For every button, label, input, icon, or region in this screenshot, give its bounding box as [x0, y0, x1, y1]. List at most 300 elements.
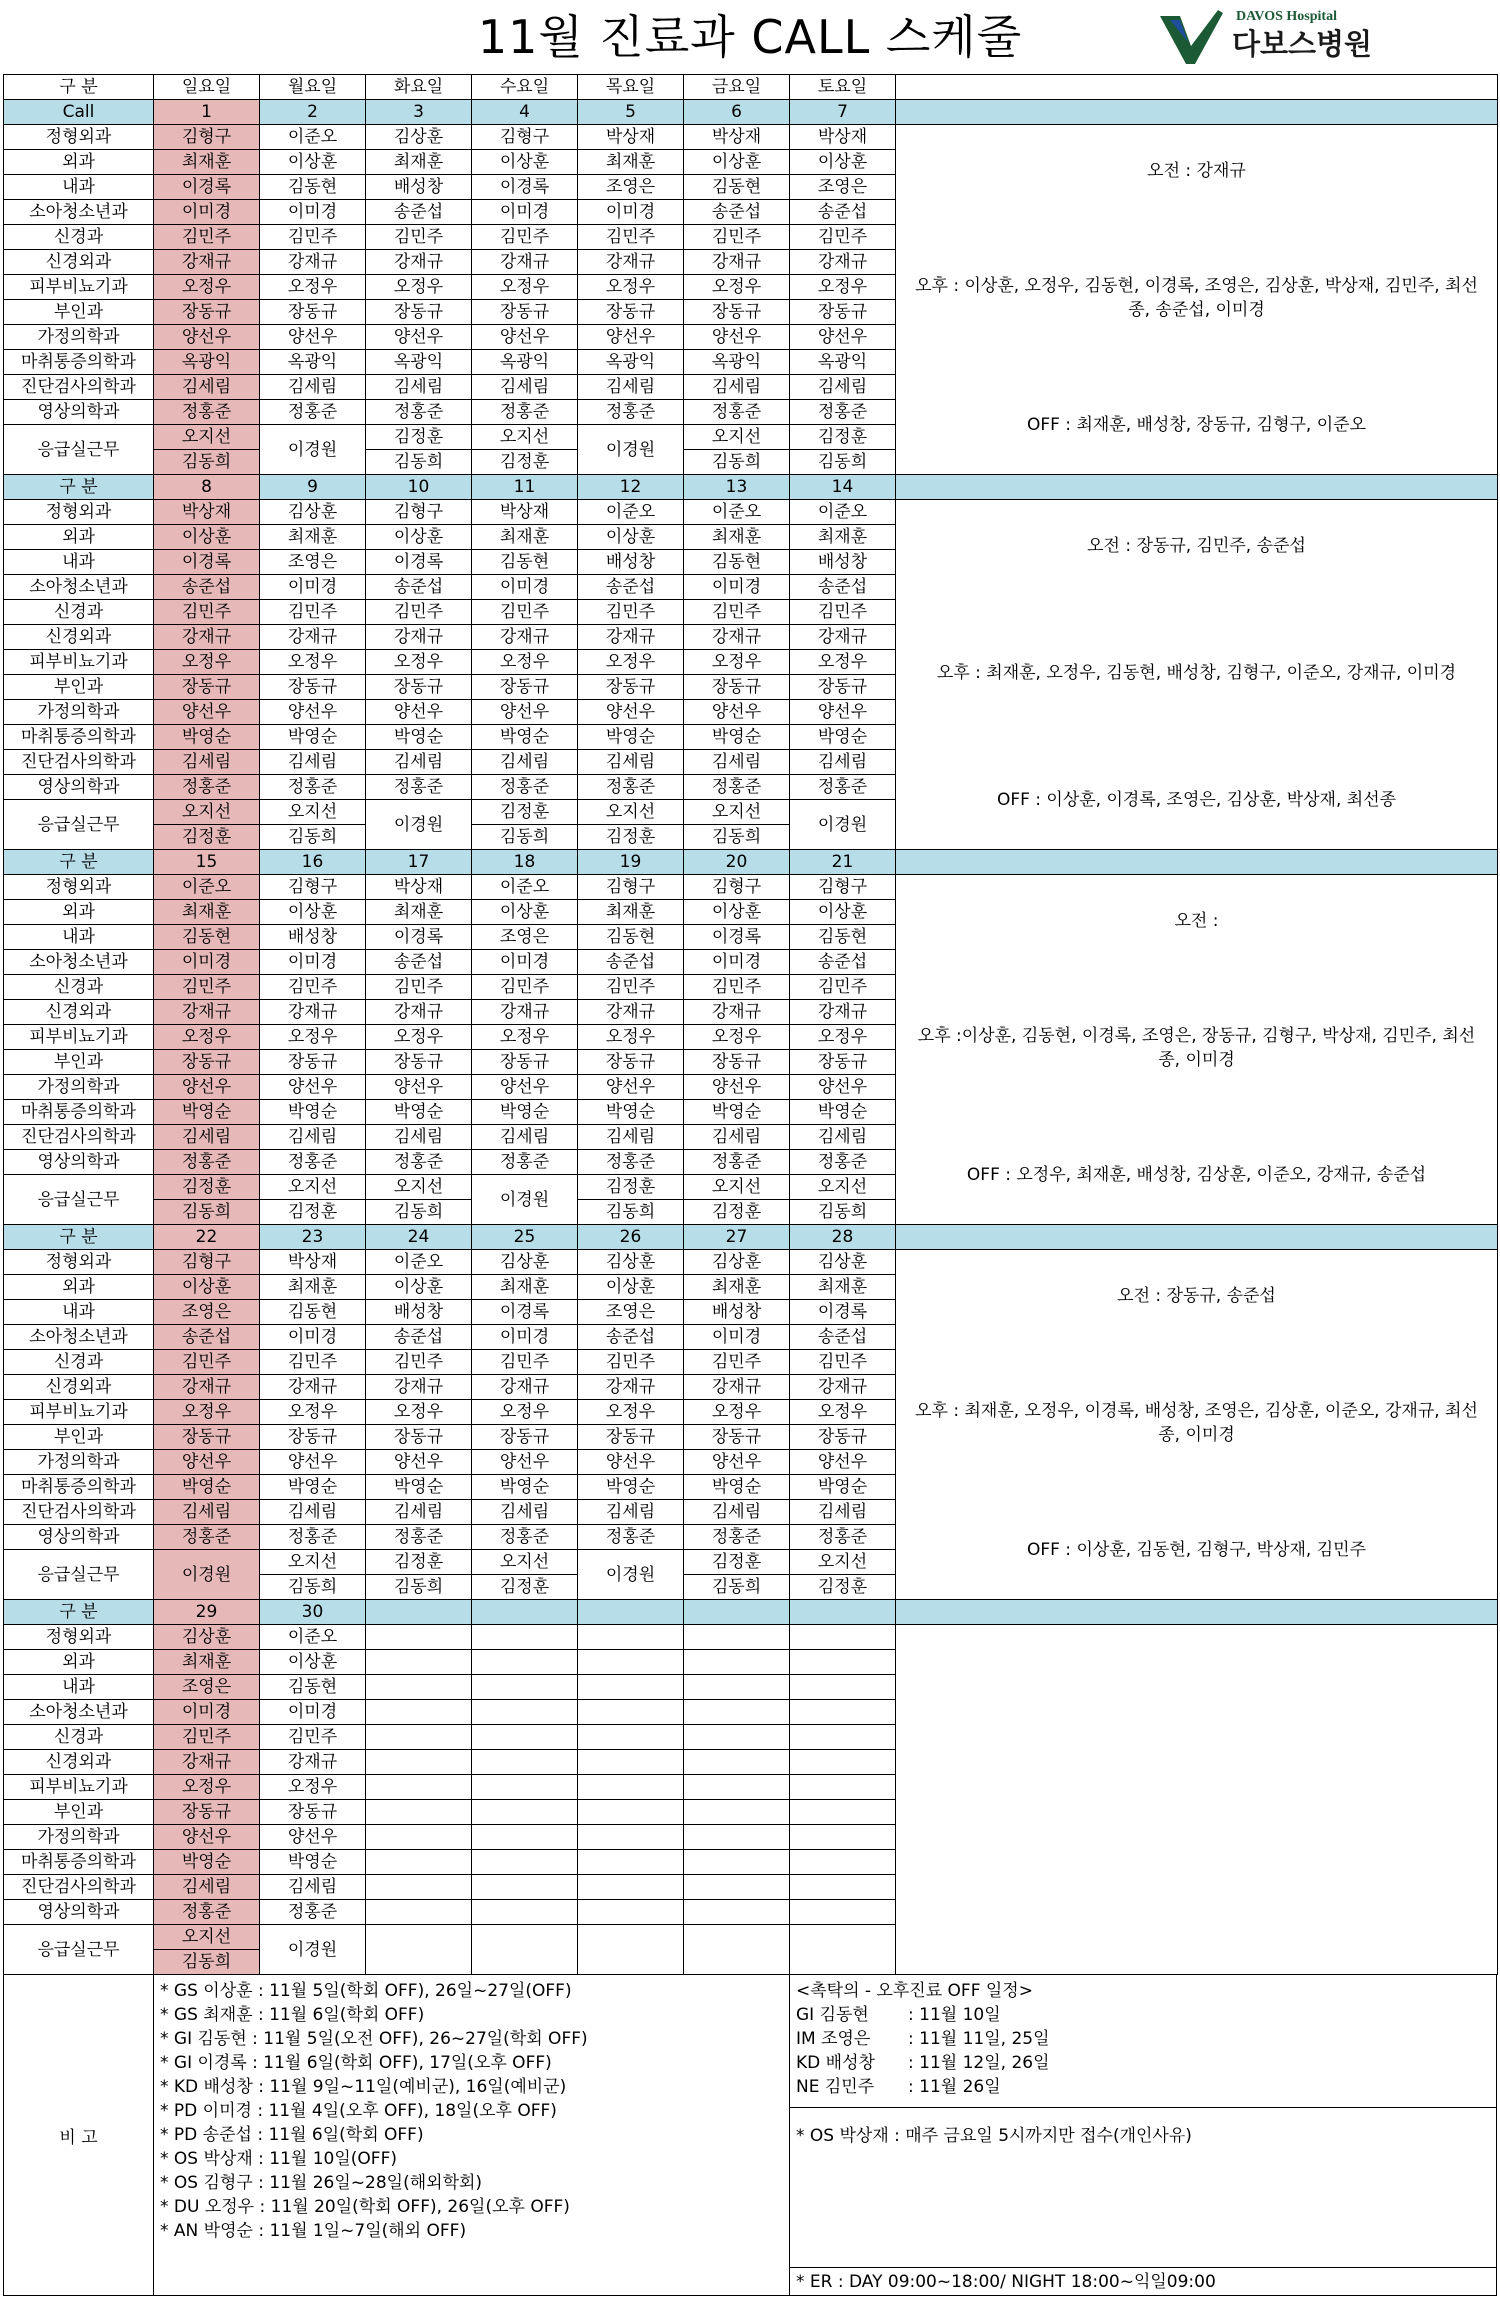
remarks-section [3, 1974, 1497, 2296]
schedule-cell: 정홍준 [578, 1525, 684, 1550]
schedule-cell [366, 1750, 472, 1775]
er-hours-note: * ER : DAY 09:00~18:00/ NIGHT 18:00~익일09:00 [790, 2267, 1496, 2295]
schedule-cell: 김형구 [472, 125, 578, 150]
schedule-cell [790, 1800, 896, 1825]
schedule-cell: 조영은 [790, 175, 896, 200]
schedule-cell: 박상재 [260, 1250, 366, 1275]
schedule-cell: 양선우 [790, 1450, 896, 1475]
schedule-cell: 장동규 [790, 1050, 896, 1075]
schedule-cell [790, 1625, 896, 1650]
schedule-cell [366, 1675, 472, 1700]
schedule-cell: 이상훈 [684, 900, 790, 925]
schedule-cell [578, 1850, 684, 1875]
date-cell: 27 [684, 1225, 790, 1250]
schedule-cell [472, 1875, 578, 1900]
date-cell: 20 [684, 850, 790, 875]
er-duty-cell: 김동희 [472, 825, 578, 850]
schedule-cell: 김민주 [154, 225, 260, 250]
schedule-cell: 송준섭 [366, 950, 472, 975]
department-label: 소아청소년과 [4, 1700, 154, 1725]
week-date-row [4, 475, 1498, 500]
schedule-cell: 양선우 [154, 1075, 260, 1100]
schedule-cell: 강재규 [154, 1375, 260, 1400]
schedule-cell [366, 1775, 472, 1800]
schedule-cell: 김민주 [154, 975, 260, 1000]
schedule-cell [684, 1900, 790, 1925]
schedule-cell: 정홍준 [578, 400, 684, 425]
schedule-cell: 장동규 [154, 1800, 260, 1825]
schedule-cell: 강재규 [684, 625, 790, 650]
schedule-cell: 송준섭 [154, 575, 260, 600]
department-label: 신경외과 [4, 1375, 154, 1400]
department-label: 소아청소년과 [4, 1325, 154, 1350]
schedule-cell: 오정우 [260, 1775, 366, 1800]
schedule-cell: 정홍준 [684, 400, 790, 425]
schedule-cell [790, 1900, 896, 1925]
schedule-cell [366, 1650, 472, 1675]
schedule-cell: 양선우 [684, 700, 790, 725]
schedule-cell: 이경록 [790, 1300, 896, 1325]
department-label: 소아청소년과 [4, 575, 154, 600]
schedule-cell [790, 1675, 896, 1700]
er-duty-cell: 오지선 [154, 1925, 260, 1950]
schedule-cell: 이준오 [260, 125, 366, 150]
schedule-cell: 김세림 [366, 1500, 472, 1525]
er-duty-cell: 오지선 [260, 1175, 366, 1200]
schedule-cell: 옥광익 [260, 350, 366, 375]
remarks-right-panel [790, 1975, 1496, 2295]
er-duty-cell: 김동희 [790, 1200, 896, 1225]
notes-off: OFF : 이상훈, 김동현, 김형구, 박상재, 김민주 [1026, 1540, 1367, 1560]
schedule-sheet [3, 74, 1497, 2296]
day-header: 월요일 [260, 75, 366, 100]
notes-am: 오전 : 장동규, 송준섭 [1117, 1286, 1276, 1306]
schedule-cell: 강재규 [684, 250, 790, 275]
department-label: 정형외과 [4, 500, 154, 525]
schedule-cell: 이미경 [684, 1325, 790, 1350]
schedule-cell: 최재훈 [366, 900, 472, 925]
er-duty-cell: 김정훈 [154, 1175, 260, 1200]
schedule-cell [366, 1850, 472, 1875]
date-cell: 14 [790, 475, 896, 500]
date-cell: 25 [472, 1225, 578, 1250]
schedule-cell: 박상재 [366, 875, 472, 900]
schedule-body [4, 75, 1498, 1975]
schedule-cell: 박상재 [684, 125, 790, 150]
schedule-cell [366, 1800, 472, 1825]
schedule-cell: 박영순 [472, 1100, 578, 1125]
schedule-cell: 강재규 [260, 1375, 366, 1400]
schedule-cell: 오정우 [472, 275, 578, 300]
er-duty-cell: 이경원 [366, 800, 472, 850]
schedule-cell: 김민주 [260, 600, 366, 625]
schedule-cell: 최재훈 [790, 525, 896, 550]
department-label: 내과 [4, 925, 154, 950]
schedule-cell: 장동규 [578, 1050, 684, 1075]
schedule-cell: 김형구 [578, 875, 684, 900]
department-label: 영상의학과 [4, 1525, 154, 1550]
schedule-cell: 송준섭 [366, 200, 472, 225]
schedule-cell [578, 1875, 684, 1900]
remark-line: * AN 박영순 : 11월 1일~7일(해외 OFF) [160, 2221, 467, 2241]
schedule-cell: 강재규 [154, 250, 260, 275]
schedule-cell: 이경록 [472, 1300, 578, 1325]
schedule-cell: 김세림 [790, 375, 896, 400]
schedule-cell: 김민주 [684, 600, 790, 625]
schedule-cell: 이상훈 [472, 150, 578, 175]
schedule-cell: 오정우 [366, 275, 472, 300]
department-label: 정형외과 [4, 1250, 154, 1275]
schedule-cell: 장동규 [260, 1050, 366, 1075]
department-label: 가정의학과 [4, 1075, 154, 1100]
schedule-cell: 강재규 [366, 1375, 472, 1400]
schedule-cell: 오정우 [790, 1400, 896, 1425]
schedule-cell: 양선우 [366, 1450, 472, 1475]
department-row [4, 1250, 1498, 1275]
schedule-cell: 박영순 [790, 1475, 896, 1500]
schedule-cell: 김세림 [790, 750, 896, 775]
schedule-cell: 장동규 [684, 675, 790, 700]
schedule-cell: 양선우 [472, 325, 578, 350]
er-label: 응급실근무 [4, 800, 154, 850]
schedule-cell: 배성창 [366, 1300, 472, 1325]
schedule-cell: 송준섭 [790, 1325, 896, 1350]
schedule-cell: 이경록 [684, 925, 790, 950]
schedule-cell: 이상훈 [578, 525, 684, 550]
er-duty-cell: 이경원 [472, 1175, 578, 1225]
schedule-cell: 박영순 [790, 725, 896, 750]
schedule-cell: 김민주 [154, 600, 260, 625]
department-label: 내과 [4, 175, 154, 200]
weekly-notes-cell [896, 125, 1498, 475]
schedule-cell: 강재규 [472, 1000, 578, 1025]
schedule-cell: 오정우 [154, 275, 260, 300]
schedule-cell: 정홍준 [260, 1900, 366, 1925]
schedule-cell: 송준섭 [366, 575, 472, 600]
er-duty-cell: 오지선 [260, 1550, 366, 1575]
schedule-cell: 이상훈 [260, 1650, 366, 1675]
er-duty-cell: 김동희 [684, 825, 790, 850]
schedule-cell [790, 1850, 896, 1875]
schedule-cell: 최재훈 [154, 1650, 260, 1675]
department-row [4, 125, 1498, 150]
remark-line: * GS 이상훈 : 11월 5일(학회 OFF), 26일~27일(OFF) [160, 1981, 572, 2001]
contract-doctor-item [796, 2003, 1490, 2027]
schedule-cell: 김민주 [790, 1350, 896, 1375]
schedule-cell: 박영순 [260, 725, 366, 750]
schedule-cell: 박영순 [472, 725, 578, 750]
remarks-leave-list [154, 1975, 790, 2295]
department-label: 마취통증의학과 [4, 725, 154, 750]
schedule-cell: 오정우 [578, 1400, 684, 1425]
er-duty-cell: 김정훈 [578, 1175, 684, 1200]
er-duty-cell: 오지선 [684, 800, 790, 825]
er-duty-cell: 이경원 [260, 425, 366, 475]
schedule-cell: 양선우 [366, 325, 472, 350]
schedule-cell: 옥광익 [366, 350, 472, 375]
date-cell: 18 [472, 850, 578, 875]
schedule-cell: 김세림 [260, 375, 366, 400]
schedule-cell: 이미경 [260, 1325, 366, 1350]
department-label: 부인과 [4, 300, 154, 325]
schedule-cell: 김동현 [260, 175, 366, 200]
schedule-cell: 최재훈 [472, 1275, 578, 1300]
schedule-cell: 최재훈 [790, 1275, 896, 1300]
schedule-cell: 박영순 [260, 1850, 366, 1875]
schedule-cell: 김동현 [154, 925, 260, 950]
department-label: 정형외과 [4, 875, 154, 900]
schedule-cell: 장동규 [260, 675, 366, 700]
schedule-cell: 김세림 [472, 1500, 578, 1525]
date-cell: 3 [366, 100, 472, 125]
schedule-cell: 정홍준 [790, 1525, 896, 1550]
schedule-cell: 오정우 [154, 1400, 260, 1425]
schedule-cell: 김민주 [154, 1725, 260, 1750]
schedule-cell: 박영순 [366, 725, 472, 750]
schedule-cell: 김세림 [684, 375, 790, 400]
department-label: 부인과 [4, 675, 154, 700]
department-label: 영상의학과 [4, 775, 154, 800]
schedule-cell [790, 1775, 896, 1800]
schedule-cell: 정홍준 [684, 1525, 790, 1550]
er-duty-cell: 김동희 [154, 450, 260, 475]
week-label: Call [4, 100, 154, 125]
day-header: 금요일 [684, 75, 790, 100]
check-mark-logo-icon [1158, 10, 1224, 66]
department-label: 가정의학과 [4, 1825, 154, 1850]
er-duty-cell: 이경원 [790, 800, 896, 850]
schedule-cell: 김형구 [260, 875, 366, 900]
schedule-cell: 김민주 [684, 1350, 790, 1375]
er-duty-cell: 김동희 [684, 450, 790, 475]
schedule-cell: 오정우 [790, 650, 896, 675]
schedule-cell: 이준오 [578, 500, 684, 525]
notes-header-cell [896, 1225, 1498, 1250]
header-label-cell: 구 분 [4, 75, 154, 100]
schedule-cell [366, 1900, 472, 1925]
date-cell: 19 [578, 850, 684, 875]
schedule-cell [578, 1800, 684, 1825]
schedule-cell: 박영순 [684, 1475, 790, 1500]
date-cell: 4 [472, 100, 578, 125]
schedule-cell: 장동규 [154, 675, 260, 700]
notes-am: 오전 : 장동규, 김민주, 송준섭 [1087, 536, 1306, 556]
schedule-cell: 정홍준 [366, 1150, 472, 1175]
schedule-cell: 김세림 [154, 1125, 260, 1150]
schedule-cell: 이미경 [472, 1325, 578, 1350]
schedule-cell: 배성창 [684, 1300, 790, 1325]
schedule-cell: 박영순 [154, 1850, 260, 1875]
schedule-cell: 배성창 [260, 925, 366, 950]
schedule-cell [790, 1700, 896, 1725]
schedule-cell [472, 1625, 578, 1650]
er-duty-cell: 이경원 [154, 1550, 260, 1600]
schedule-cell: 박상재 [790, 125, 896, 150]
schedule-cell: 조영은 [578, 1300, 684, 1325]
er-duty-cell: 김정훈 [684, 1550, 790, 1575]
day-header: 수요일 [472, 75, 578, 100]
weekly-notes-cell [896, 1625, 1498, 1975]
date-cell [472, 1600, 578, 1625]
schedule-cell: 박영순 [260, 1475, 366, 1500]
er-duty-cell [366, 1925, 472, 1975]
department-label: 영상의학과 [4, 1150, 154, 1175]
schedule-cell: 정홍준 [366, 775, 472, 800]
er-duty-cell: 김정훈 [366, 1550, 472, 1575]
schedule-cell: 정홍준 [154, 400, 260, 425]
schedule-cell: 양선우 [472, 700, 578, 725]
schedule-cell: 양선우 [154, 700, 260, 725]
department-label: 가정의학과 [4, 700, 154, 725]
schedule-cell: 강재규 [578, 1375, 684, 1400]
schedule-cell: 오정우 [366, 1025, 472, 1050]
schedule-cell: 이미경 [260, 575, 366, 600]
department-label: 외과 [4, 1650, 154, 1675]
department-label: 마취통증의학과 [4, 1475, 154, 1500]
department-label: 소아청소년과 [4, 950, 154, 975]
schedule-cell: 장동규 [154, 1425, 260, 1450]
schedule-cell: 김세림 [260, 1500, 366, 1525]
schedule-cell: 이준오 [366, 1250, 472, 1275]
er-duty-cell: 김동희 [154, 1200, 260, 1225]
schedule-cell: 김형구 [154, 1250, 260, 1275]
schedule-cell [578, 1625, 684, 1650]
department-label: 정형외과 [4, 125, 154, 150]
schedule-cell: 양선우 [578, 700, 684, 725]
schedule-cell: 강재규 [684, 1375, 790, 1400]
schedule-cell: 강재규 [790, 1375, 896, 1400]
schedule-cell: 오정우 [790, 275, 896, 300]
date-cell: 11 [472, 475, 578, 500]
schedule-cell: 양선우 [684, 325, 790, 350]
er-duty-cell [684, 1925, 790, 1975]
schedule-cell: 박영순 [684, 725, 790, 750]
schedule-cell [472, 1800, 578, 1825]
schedule-cell: 옥광익 [684, 350, 790, 375]
schedule-cell [472, 1775, 578, 1800]
department-label: 영상의학과 [4, 1900, 154, 1925]
schedule-cell: 김민주 [578, 225, 684, 250]
remark-line: * GI 이경록 : 11월 6일(학회 OFF), 17일(오후 OFF) [160, 2053, 552, 2073]
schedule-cell: 김세림 [366, 750, 472, 775]
schedule-cell: 김민주 [578, 1350, 684, 1375]
schedule-cell: 김민주 [790, 600, 896, 625]
schedule-cell: 강재규 [790, 250, 896, 275]
er-duty-cell: 김정훈 [684, 1200, 790, 1225]
week-label: 구 분 [4, 475, 154, 500]
schedule-cell: 오정우 [684, 1400, 790, 1425]
department-label: 외과 [4, 1275, 154, 1300]
schedule-cell: 최재훈 [154, 900, 260, 925]
remark-line: * KD 배성창 : 11월 9일~11일(예비군), 16일(예비군) [160, 2077, 567, 2097]
weekly-notes [896, 125, 1497, 455]
schedule-cell: 이미경 [578, 200, 684, 225]
schedule-cell: 송준섭 [578, 575, 684, 600]
doctor-name: NE 김민주 [796, 2077, 875, 2097]
department-label: 신경과 [4, 1350, 154, 1375]
schedule-cell: 양선우 [578, 1450, 684, 1475]
schedule-cell: 최재훈 [260, 525, 366, 550]
schedule-cell: 장동규 [260, 1800, 366, 1825]
date-cell: 13 [684, 475, 790, 500]
schedule-cell: 강재규 [578, 1000, 684, 1025]
schedule-cell: 정홍준 [366, 1525, 472, 1550]
schedule-cell: 박영순 [154, 1100, 260, 1125]
er-duty-cell: 김동희 [154, 1950, 260, 1975]
notes-am: 오전 : [1174, 911, 1219, 931]
er-duty-cell: 김정훈 [472, 800, 578, 825]
schedule-cell: 장동규 [366, 675, 472, 700]
schedule-cell: 강재규 [578, 250, 684, 275]
schedule-cell: 김세림 [472, 1125, 578, 1150]
notes-pm: 오후 : 최재훈, 오정우, 김동현, 배성창, 김형구, 이준오, 강재규, 이미경 [936, 663, 1457, 683]
schedule-cell: 장동규 [366, 1425, 472, 1450]
schedule-cell: 김세림 [578, 1125, 684, 1150]
er-duty-cell: 이경원 [578, 425, 684, 475]
date-cell: 17 [366, 850, 472, 875]
department-label: 피부비뇨기과 [4, 1025, 154, 1050]
er-duty-cell: 김정훈 [472, 450, 578, 475]
schedule-cell: 송준섭 [366, 1325, 472, 1350]
date-cell: 15 [154, 850, 260, 875]
er-duty-cell: 오지선 [154, 425, 260, 450]
schedule-cell: 박영순 [790, 1100, 896, 1125]
hospital-logo [1158, 6, 1388, 68]
schedule-cell: 정홍준 [154, 1900, 260, 1925]
logo-korean-text: 다보스병원 [1232, 27, 1373, 61]
schedule-cell [578, 1900, 684, 1925]
weekly-notes [896, 1250, 1497, 1580]
schedule-cell: 양선우 [578, 325, 684, 350]
department-row [4, 1625, 1498, 1650]
er-label: 응급실근무 [4, 1550, 154, 1600]
logo-english-text: DAVOS Hospital [1236, 9, 1337, 24]
schedule-cell: 정홍준 [260, 1150, 366, 1175]
date-cell: 30 [260, 1600, 366, 1625]
contract-doctor-off-schedule [790, 1975, 1496, 2107]
date-cell: 26 [578, 1225, 684, 1250]
department-label: 마취통증의학과 [4, 1100, 154, 1125]
schedule-cell: 이상훈 [790, 150, 896, 175]
schedule-cell: 이준오 [154, 875, 260, 900]
department-row [4, 500, 1498, 525]
schedule-cell: 김동현 [790, 925, 896, 950]
schedule-cell: 박상재 [472, 500, 578, 525]
schedule-cell: 이미경 [684, 575, 790, 600]
schedule-cell [684, 1825, 790, 1850]
schedule-cell: 양선우 [260, 325, 366, 350]
er-duty-cell: 김동희 [366, 450, 472, 475]
schedule-cell [578, 1725, 684, 1750]
department-label: 진단검사의학과 [4, 1500, 154, 1525]
schedule-cell [366, 1825, 472, 1850]
department-label: 신경과 [4, 600, 154, 625]
schedule-cell: 장동규 [472, 675, 578, 700]
schedule-cell: 김세림 [790, 1500, 896, 1525]
er-duty-cell: 김정훈 [366, 425, 472, 450]
schedule-cell [684, 1700, 790, 1725]
schedule-cell: 박상재 [154, 500, 260, 525]
schedule-cell: 박영순 [578, 1100, 684, 1125]
schedule-cell: 박영순 [154, 1475, 260, 1500]
schedule-cell: 장동규 [684, 1425, 790, 1450]
week-date-row [4, 1600, 1498, 1625]
schedule-cell: 김세림 [154, 375, 260, 400]
schedule-cell: 박영순 [578, 725, 684, 750]
schedule-cell: 이미경 [472, 200, 578, 225]
er-duty-cell: 김동희 [260, 825, 366, 850]
schedule-cell: 강재규 [366, 625, 472, 650]
